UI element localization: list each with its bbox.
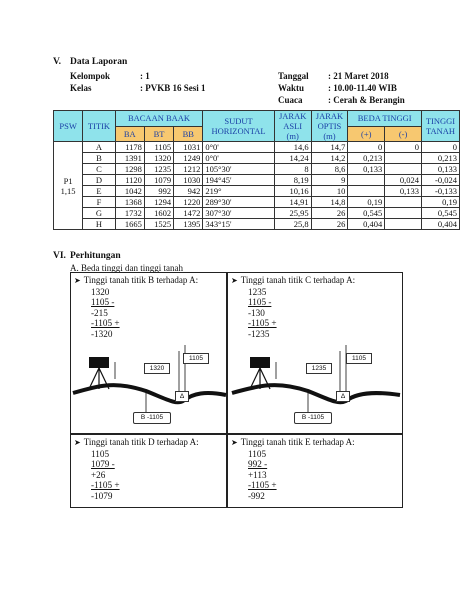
cell-bt: 1235 [144, 164, 173, 175]
cell-beda-plus: 0,133 [348, 164, 385, 175]
cell-titik: C [83, 164, 115, 175]
waktu-value: : 10.00-11.40 WIB [328, 83, 397, 93]
cell-bb: 1030 [174, 175, 203, 186]
cell-ba: 1391 [115, 153, 144, 164]
calc-line: -1105 + [248, 480, 277, 491]
cell-bb: 1212 [174, 164, 203, 175]
box-d-heading [74, 437, 199, 447]
result-label: B -1105 [294, 412, 332, 424]
cell-beda-plus [348, 186, 385, 197]
header-bt: BT [144, 126, 173, 142]
header-plus: (+) [348, 126, 385, 142]
kelas-value: : PVKB 16 Sesi 1 [140, 83, 206, 93]
box-c-calc [248, 287, 277, 339]
result-label: B -1105 [133, 412, 171, 424]
cell-ba: 1665 [115, 219, 144, 230]
cell-jarak-optis: 8,6 [311, 164, 348, 175]
cell-jarak-asli: 25,8 [274, 219, 311, 230]
tanggal-label: Tanggal [278, 71, 309, 81]
cell-jarak-optis: 14,2 [311, 153, 348, 164]
cell-titik: E [83, 186, 115, 197]
kelompok-label: Kelompok [70, 71, 111, 81]
box-d-title: Tinggi tanah titik D terhadap A: [83, 437, 199, 447]
cell-ba: 1178 [115, 142, 144, 153]
cell-tinggi: -0,024 [421, 175, 459, 186]
header-jarak-asli: JARAK ASLI (m) [274, 111, 311, 142]
cell-beda-minus: 0,133 [385, 186, 422, 197]
header-psw: PSW [54, 111, 83, 142]
calc-line: -1079 [91, 490, 113, 501]
cell-beda-plus [348, 175, 385, 186]
calc-line: -1235 [248, 328, 270, 339]
box-e-calc [248, 449, 277, 501]
cell-jarak-optis: 9 [311, 175, 348, 186]
cell-jarak-asli: 10,16 [274, 186, 311, 197]
cell-jarak-optis: 26 [311, 219, 348, 230]
arrow-bullet-icon: ➤ [231, 438, 238, 447]
cell-sudut: 105°30' [203, 164, 274, 175]
section-v-title [53, 57, 127, 67]
cell-titik: A [83, 142, 115, 153]
calc-line: 992 - [248, 459, 268, 470]
cell-beda-plus: 0,213 [348, 153, 385, 164]
calc-line: 1105 [248, 449, 267, 459]
cell-jarak-asli: 14,91 [274, 197, 311, 208]
calc-line: -992 [248, 490, 265, 501]
cell-beda-plus: 0 [348, 142, 385, 153]
cell-beda-plus: 0,404 [348, 219, 385, 230]
cell-jarak-optis: 14,8 [311, 197, 348, 208]
cell-sudut: 194°45' [203, 175, 274, 186]
cell-psw: P1 1,15 [54, 142, 83, 230]
delta-label: Δ [336, 391, 350, 402]
cell-sudut: 0°0' [203, 153, 274, 164]
header-bacaan: BACAAN BAAK [115, 111, 203, 127]
cell-jarak-optis: 14,7 [311, 142, 348, 153]
table-row [54, 197, 460, 208]
calc-box-e [227, 434, 403, 508]
info-right [278, 70, 458, 106]
cell-bt: 1294 [144, 197, 173, 208]
cell-beda-plus: 0,545 [348, 208, 385, 219]
section-v-label: Data Laporan [70, 57, 128, 67]
box-e-heading [231, 437, 355, 447]
cell-tinggi: 0,133 [421, 164, 459, 175]
cell-titik: D [83, 175, 115, 186]
reference-label: 1105 [183, 353, 209, 364]
calc-box-c [227, 272, 403, 434]
header-minus: (-) [385, 126, 422, 142]
cell-beda-minus: 0 [385, 142, 422, 153]
calc-line: -130 [248, 307, 265, 318]
cell-tinggi: 0 [421, 142, 459, 153]
cell-titik: H [83, 219, 115, 230]
header-beda-tinggi: BEDA TINGGI [348, 111, 422, 127]
section-vi-label: Perhitungan [70, 251, 121, 261]
cell-sudut: 219° [203, 186, 274, 197]
table-row [54, 153, 460, 164]
header-bb: BB [174, 126, 203, 142]
table-row [54, 208, 460, 219]
cell-ba: 1298 [115, 164, 144, 175]
cell-tinggi: 0,213 [421, 153, 459, 164]
cell-bb: 1220 [174, 197, 203, 208]
cell-ba: 1732 [115, 208, 144, 219]
table-row [54, 142, 460, 153]
calc-line: -1105 + [248, 318, 277, 329]
box-d-calc [91, 449, 120, 501]
calc-line: 1105 [91, 449, 110, 459]
cell-beda-plus: 0,19 [348, 197, 385, 208]
cell-jarak-asli: 25,95 [274, 208, 311, 219]
cell-ba: 1042 [115, 186, 144, 197]
box-b-heading [74, 275, 198, 285]
calc-line: 1079 - [91, 459, 115, 470]
box-e-title: Tinggi tanah titik E terhadap A: [240, 437, 355, 447]
kelas-label: Kelas [70, 83, 92, 93]
header-sudut: SUDUT HORIZONTAL [203, 111, 274, 142]
arrow-bullet-icon: ➤ [74, 276, 81, 285]
box-b-title: Tinggi tanah titik B terhadap A: [83, 275, 199, 285]
cell-bb: 942 [174, 186, 203, 197]
cell-beda-minus: 0,024 [385, 175, 422, 186]
table-row [54, 164, 460, 175]
cell-titik: G [83, 208, 115, 219]
calc-line: -215 [91, 307, 108, 318]
cell-bb: 1472 [174, 208, 203, 219]
box-c-heading [231, 275, 355, 285]
calc-line: +113 [248, 469, 267, 480]
box-b-calc [91, 287, 120, 339]
cell-bt: 1525 [144, 219, 173, 230]
table-row [54, 186, 460, 197]
cell-tinggi: -0,133 [421, 186, 459, 197]
subheading: A. Beda tinggi dan tinggi tanah [70, 263, 183, 273]
box-c-title: Tinggi tanah titik C terhadap A: [240, 275, 356, 285]
cell-bt: 1079 [144, 175, 173, 186]
header-titik: TITIK [83, 111, 115, 142]
tanggal-value: : 21 Maret 2018 [328, 71, 389, 81]
calc-line: 1320 [91, 287, 110, 297]
cell-sudut: 289°30' [203, 197, 274, 208]
cell-bt: 1320 [144, 153, 173, 164]
cell-beda-minus [385, 164, 422, 175]
staff-reading-label: 1320 [144, 363, 170, 374]
cell-tinggi: 0,545 [421, 208, 459, 219]
kelompok-value: : 1 [140, 71, 150, 81]
cell-bb: 1249 [174, 153, 203, 164]
cell-jarak-optis: 10 [311, 186, 348, 197]
calc-line: 1105 - [248, 297, 272, 308]
delta-label: Δ [175, 391, 189, 402]
cell-sudut: 343°15' [203, 219, 274, 230]
cell-beda-minus [385, 153, 422, 164]
cell-tinggi: 0,19 [421, 197, 459, 208]
reference-label: 1105 [346, 353, 372, 364]
info-left [70, 70, 270, 94]
table-row [54, 175, 460, 186]
staff-reading-label: 1235 [306, 363, 332, 374]
calc-line: 1235 [248, 287, 267, 297]
calc-box-d [70, 434, 227, 508]
table-row [54, 219, 460, 230]
arrow-bullet-icon: ➤ [231, 276, 238, 285]
cell-ba: 1120 [115, 175, 144, 186]
cell-bb: 1395 [174, 219, 203, 230]
cell-jarak-asli: 14,24 [274, 153, 311, 164]
arrow-bullet-icon: ➤ [74, 438, 81, 447]
cell-bt: 1105 [144, 142, 173, 153]
header-jarak-optis: JARAK OPTIS (m) [311, 111, 348, 142]
measurement-table [53, 110, 460, 230]
cuaca-value: : Cerah & Berangin [328, 95, 405, 105]
cuaca-label: Cuaca [278, 95, 303, 105]
cell-bt: 992 [144, 186, 173, 197]
cell-jarak-asli: 8 [274, 164, 311, 175]
cell-titik: F [83, 197, 115, 208]
cell-sudut: 0°0' [203, 142, 274, 153]
calc-line: -1320 [91, 328, 113, 339]
cell-jarak-asli: 8,19 [274, 175, 311, 186]
cell-titik: B [83, 153, 115, 164]
cell-beda-minus [385, 197, 422, 208]
waktu-label: Waktu [278, 83, 305, 93]
cell-bt: 1602 [144, 208, 173, 219]
cell-bb: 1031 [174, 142, 203, 153]
cell-jarak-optis: 26 [311, 208, 348, 219]
header-tinggi-tanah: TINGGI TANAH [421, 111, 459, 142]
calc-line: 1105 - [91, 297, 115, 308]
cell-tinggi: 0,404 [421, 219, 459, 230]
cell-ba: 1368 [115, 197, 144, 208]
cell-beda-minus [385, 208, 422, 219]
calc-box-b [70, 272, 227, 434]
section-vi-title [53, 251, 121, 261]
cell-beda-minus [385, 219, 422, 230]
calc-line: -1105 + [91, 318, 120, 329]
section-v-number: V. [53, 57, 62, 67]
calc-line: +26 [91, 469, 106, 480]
section-vi-number: VI. [53, 251, 66, 261]
cell-sudut: 307°30' [203, 208, 274, 219]
header-ba: BA [115, 126, 144, 142]
cell-jarak-asli: 14,6 [274, 142, 311, 153]
calc-line: -1105 + [91, 480, 120, 491]
